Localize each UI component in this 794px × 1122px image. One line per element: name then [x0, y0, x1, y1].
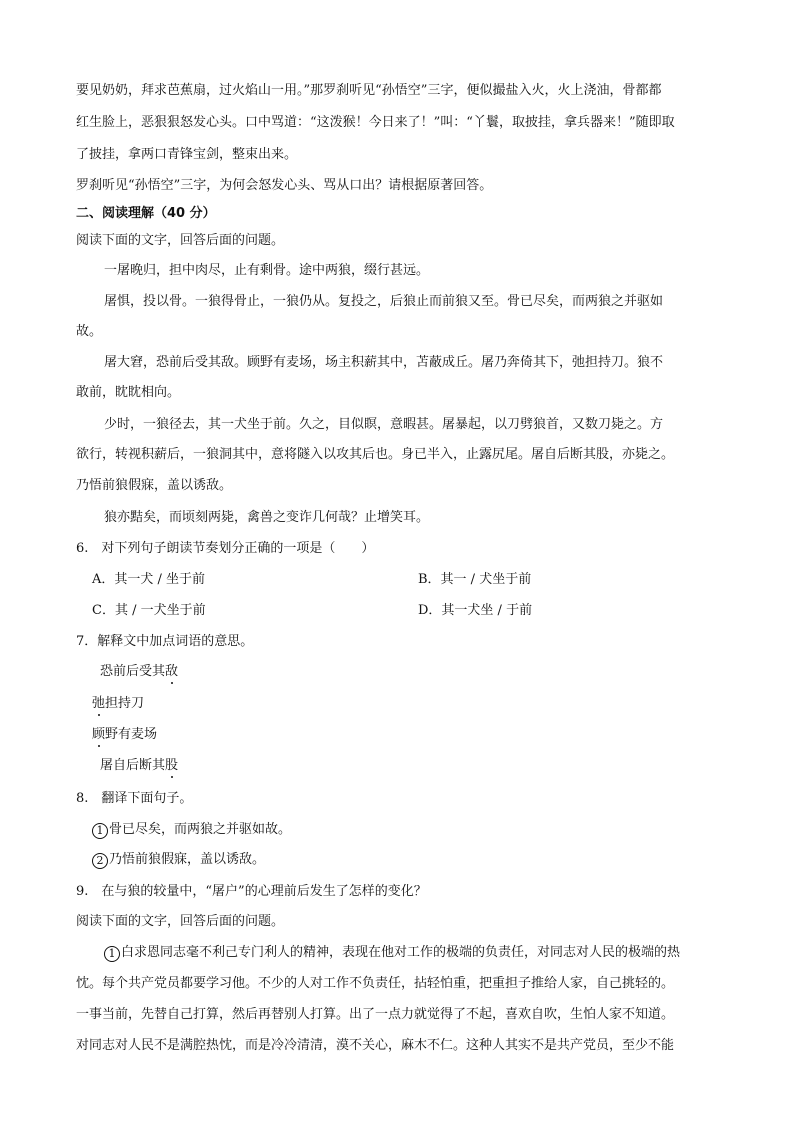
passage-line: 忱。每个共产党员都要学习他。不少的人对工作不负责任，拈轻怕重，把重担子推给人家，自己挑轻的。	[76, 976, 675, 991]
dotted-character: 敌	[165, 664, 179, 679]
dotted-word-item: 弛担持刀	[92, 696, 145, 711]
passage-line: 要见奶奶，拜求芭蕉扇，过火焰山一用。”那罗刹听见“孙悟空”三字，便似撮盐入火，火上浇油，骨都都	[76, 83, 662, 98]
dotted-character: 股	[165, 758, 179, 773]
option-d: D．其一犬坐 / 于前	[418, 603, 533, 618]
translation-item: 2 乃悟前狼假寐，盖以诱敌。	[92, 852, 265, 869]
question-9-stem: 9. 在与狼的较量中，“屠户”的心理前后发生了怎样的变化？	[76, 884, 427, 899]
circled-number: 1	[104, 946, 120, 962]
reading-instruction: 阅读下面的文字，回答后面的问题。	[76, 914, 285, 929]
passage-line: 屠惧，投以骨。一狼得骨止，一狼仍从。复投之，后狼止而前狼又至。骨已尽矣，而两狼之并驱如	[104, 294, 664, 309]
question-text: 罗刹听见“孙悟空”三字，为何会怒发心头、骂从口出？请根据原著回答。	[76, 178, 493, 193]
passage-line: 乃悟前狼假寐，盖以诱敌。	[76, 478, 233, 493]
option-a: A．其一犬 / 坐于前	[92, 572, 206, 587]
option-c: C．其 / 一犬坐于前	[92, 603, 206, 618]
passage-line: 对同志对人民不是满腔热忱，而是冷冷清清，漠不关心，麻木不仁。这种人其实不是共产党员，至少不能	[76, 1038, 675, 1053]
dotted-word-item: 屠自后断其股	[100, 758, 179, 773]
passage-line: 欲行，转视积薪后，一狼洞其中，意将隧入以攻其后也。身已半入，止露尻尾。屠自后断其股，亦毙之。	[76, 447, 675, 462]
dotted-character: 顾	[92, 727, 106, 742]
passage-line: 红生脸上，恶狠狠怒发心头。口中骂道：“这泼猴！今日来了！”叫：“丫鬟，取披挂，拿兵器来！”随即取	[76, 115, 675, 130]
section-heading: 二、阅读理解（40 分）	[76, 206, 216, 221]
translation-item: 1 骨已尽矣，而两狼之并驱如故。	[92, 822, 291, 839]
circled-number: 2	[92, 853, 108, 869]
circled-number: 1	[92, 823, 108, 839]
passage-line: 故。	[76, 324, 103, 339]
dotted-word-item: 顾野有麦场	[92, 727, 158, 742]
passage-line: 了披挂，拿两口青锋宝剑，整束出来。	[76, 147, 298, 162]
passage-line: 屠大窘，恐前后受其敌。顾野有麦场，场主积薪其中，苫蔽成丘。屠乃奔倚其下，弛担持刀。狼不	[104, 355, 664, 370]
dotted-character: 弛	[92, 696, 106, 711]
option-b: B．其一 / 犬坐于前	[418, 572, 532, 587]
passage-line: 少时，一狼径去，其一犬坐于前。久之，目似瞑，意暇甚。屠暴起，以刀劈狼首，又数刀毙之。方	[104, 417, 664, 432]
passage-line: 一屠晚归，担中肉尽，止有剩骨。途中两狼，缀行甚远。	[104, 263, 430, 278]
question-7-stem: 7．解释文中加点词语的意思。	[76, 634, 254, 649]
dotted-word-item: 恐前后受其敌	[100, 664, 179, 679]
passage-line: 一事当前，先替自己打算，然后再替别人打算。出了一点力就觉得了不起，喜欢自吹，生怕人家不知道。	[76, 1007, 675, 1022]
reading-instruction: 阅读下面的文字，回答后面的问题。	[76, 233, 285, 248]
question-6-stem: 6. 对下列句子朗读节奏划分正确的一项是（ ）	[76, 541, 375, 556]
passage-line: 1 白求恩同志毫不利己专门利人的精神，表现在他对工作的极端的负责任，对同志对人民的极端的热	[104, 945, 680, 962]
passage-line: 敢前，眈眈相向。	[76, 385, 181, 400]
passage-line: 狼亦黠矣，而顷刻两毙，禽兽之变诈几何哉？止增笑耳。	[104, 510, 430, 525]
question-8-stem: 8. 翻译下面句子。	[76, 791, 193, 806]
